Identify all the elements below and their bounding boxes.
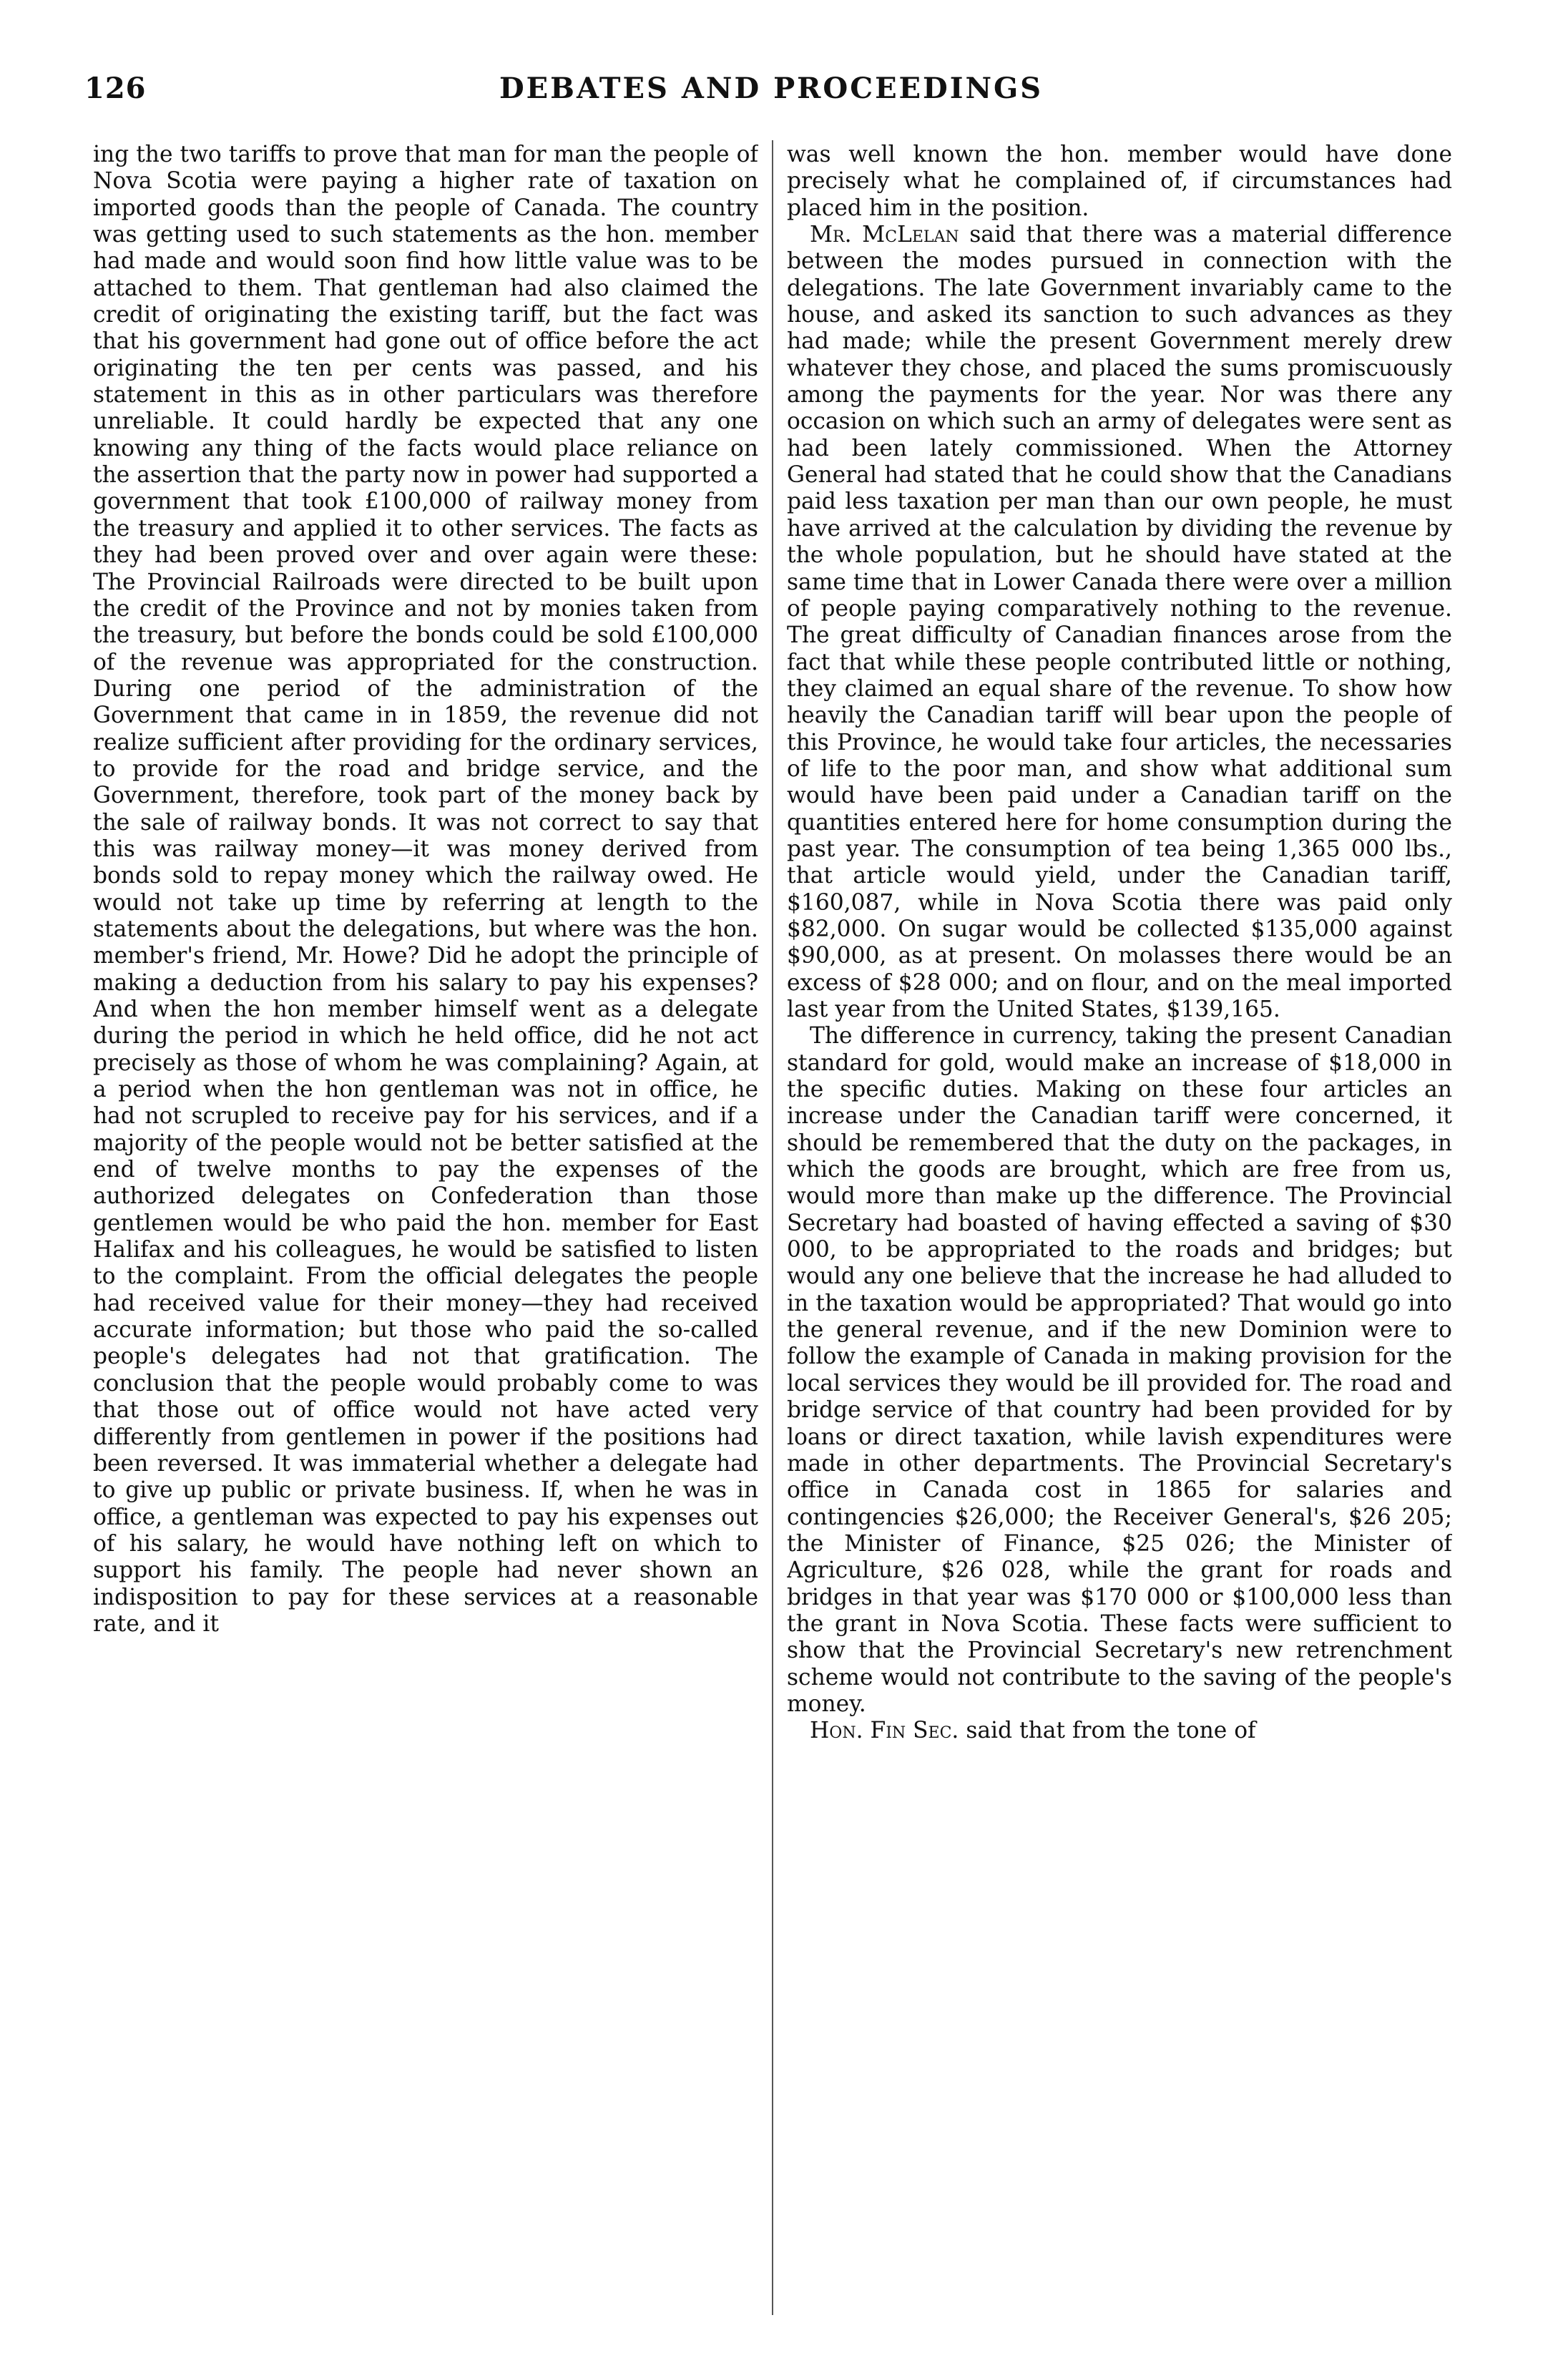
right-column [787, 142, 1452, 2309]
paragraph-text: said that there was a material difference between the modes pursued in connection with the delegations. The late Government invariably came to the house, and asked its sanction to such advances as they had made; while the present Government merely drew whatever they chose, and placed the sums promiscuously among the payments for the year. Nor was there any occasion on which such an army of delegates were sent as had been lately commissioned. When the Attorney General had stated that he could show that the Canadians paid less taxation per man than our own people, he must have arrived at the calculation by dividing the revenue by the whole population, but he should have stated at the same time that in Lower Canada there were over a million of people paying comparatively nothing to the revenue. The great difficulty of Canadian finances arose from the fact that while these people contributed little or nothing, they claimed an equal share of the revenue. To show how heavily the Canadian tariff will bear upon the people of this Province, he would take four articles, the necessaries of life to the poor man, and show what additional sum would have been paid under a Canadian tariff on the quantities entered here for home consumption during the past year. The consumption of tea being 1,365 000 lbs., that article would yield, under the Canadian tariff, $160,087, while in Nova Scotia there was paid only $82,000. On sugar would be collected $135,000 against $90,000, as at present. On molasses there would be an excess of $28 000; and on flour, and on the meal imported last year from the United States, $139,165. [787, 222, 1452, 1022]
paragraph-text: was well known the hon. member would have done precisely what he complained of, if circumstances had placed him in the position. [787, 142, 1452, 221]
page-header [84, 72, 1458, 114]
speaker-name: Hon. Fin Sec. [810, 1718, 959, 1744]
right-paragraph-4 [787, 1718, 1452, 1744]
left-paragraph-1: ing the two tariffs to prove that man for man the people of Nova Scotia were paying a higher rate of taxation on imported goods than the people of Canada. The country was getting used to such statements as the hon. member had made and would soon find how little value was to be attached to them. That gentleman had also claimed the credit of originating the existing tariff, but the fact was that his government had gone out of office before the act originating the ten per cents was passed, and his statement in this as in other particulars was therefore unreliable. It could hardly be expected that any one knowing any thing of the facts would place reliance on the assertion that the party now in power had supported a government that took £100,000 of railway money from the treasury and applied it to other services. The facts as they had been proved over and over again were these: The Provincial Railroads were directed to be built upon the credit of the Province and not by monies taken from the treasury, but before the bonds could be sold £100,000 of the revenue was appropriated for the construction. During one period of the administration of the Government that came in in 1859, the revenue did not realize sufficient after providing for the ordinary services, to provide for the road and bridge service, and the Government, therefore, took part of the money back by the sale of railway bonds. It was not correct to say that this was railway money—it was money derived from bonds sold to repay money which the railway owed. He would not take up time by referring at length to the statements about the delegations, but where was the hon. member's friend, Mr. Howe? Did he adopt the principle of making a deduction from his salary to pay his expenses? And when the hon member himself went as a delegate during the period in which he held office, did he not act precisely as those of whom he was complaining? Again, at a period when the hon gentleman was not in office, he had not scrupled to receive pay for his services, and if a majority of the people would not be better satisfied at the end of twelve months to pay the expenses of the authorized delegates on Confederation than those gentlemen would be who paid the hon. member for East Halifax and his colleagues, he would be satisfied to listen to the complaint. From the official delegates the people had received value for their money—they had received accurate information; but those who paid the so-called people's delegates had not that gratification. The conclusion that the people would probably come to was that those out of office would not have acted very differently from gentlemen in power if the positions had been reversed. It was immaterial whether a delegate had to give up public or private business. If, when he was in office, a gentleman was expected to pay his expenses out of his salary, he would have nothing left on which to support his family. The people had never shown an indisposition to pay for these services at a reasonable rate, and it [93, 142, 758, 1637]
left-column [93, 142, 758, 2309]
paragraph-text: The difference in currency, taking the present Canadian standard for gold, would make an increase of $18,000 in the specific duties. Making on these four articles an increase under the Canadian tariff were concerned, it should be remembered that the duty on the packages, in which the goods are brought, which are free from us, would more than make up the difference. The Provincial Secretary had boasted of having effected a saving of $30 000, to be appropriated to the roads and bridges; but would any one believe that the increase he had alluded to in the taxation would be appropriated? That would go into the general revenue, and if the new Dominion were to follow the example of Canada in making provision for the local services they would be ill provided for. The road and bridge service of that country had been provided for by loans or direct taxation, while lavish expenditures were made in other departments. The Provincial Secretary's office in Canada cost in 1865 for salaries and contingencies $26,000; the Receiver General's, $26 205; the Minister of Finance, $25 026; the Minister of Agriculture, $26 028, while the grant for roads and bridges in that year was $170 000 or $100,000 less than the grant in Nova Scotia. These facts were sufficient to show that the Provincial Secretary's new retrenchment scheme would not contribute to the saving of the people's money. [787, 1023, 1452, 1717]
right-paragraph-3 [787, 1023, 1452, 1718]
page-number: 126 [84, 72, 147, 105]
right-paragraph-1 [787, 142, 1452, 222]
right-paragraph-2 [787, 222, 1452, 1023]
paragraph-text: said that from the tone of [959, 1718, 1256, 1744]
running-head: DEBATES AND PROCEEDINGS [499, 72, 1044, 105]
column-divider [772, 140, 773, 2315]
speaker-name: Mr. McLelan [810, 222, 959, 248]
